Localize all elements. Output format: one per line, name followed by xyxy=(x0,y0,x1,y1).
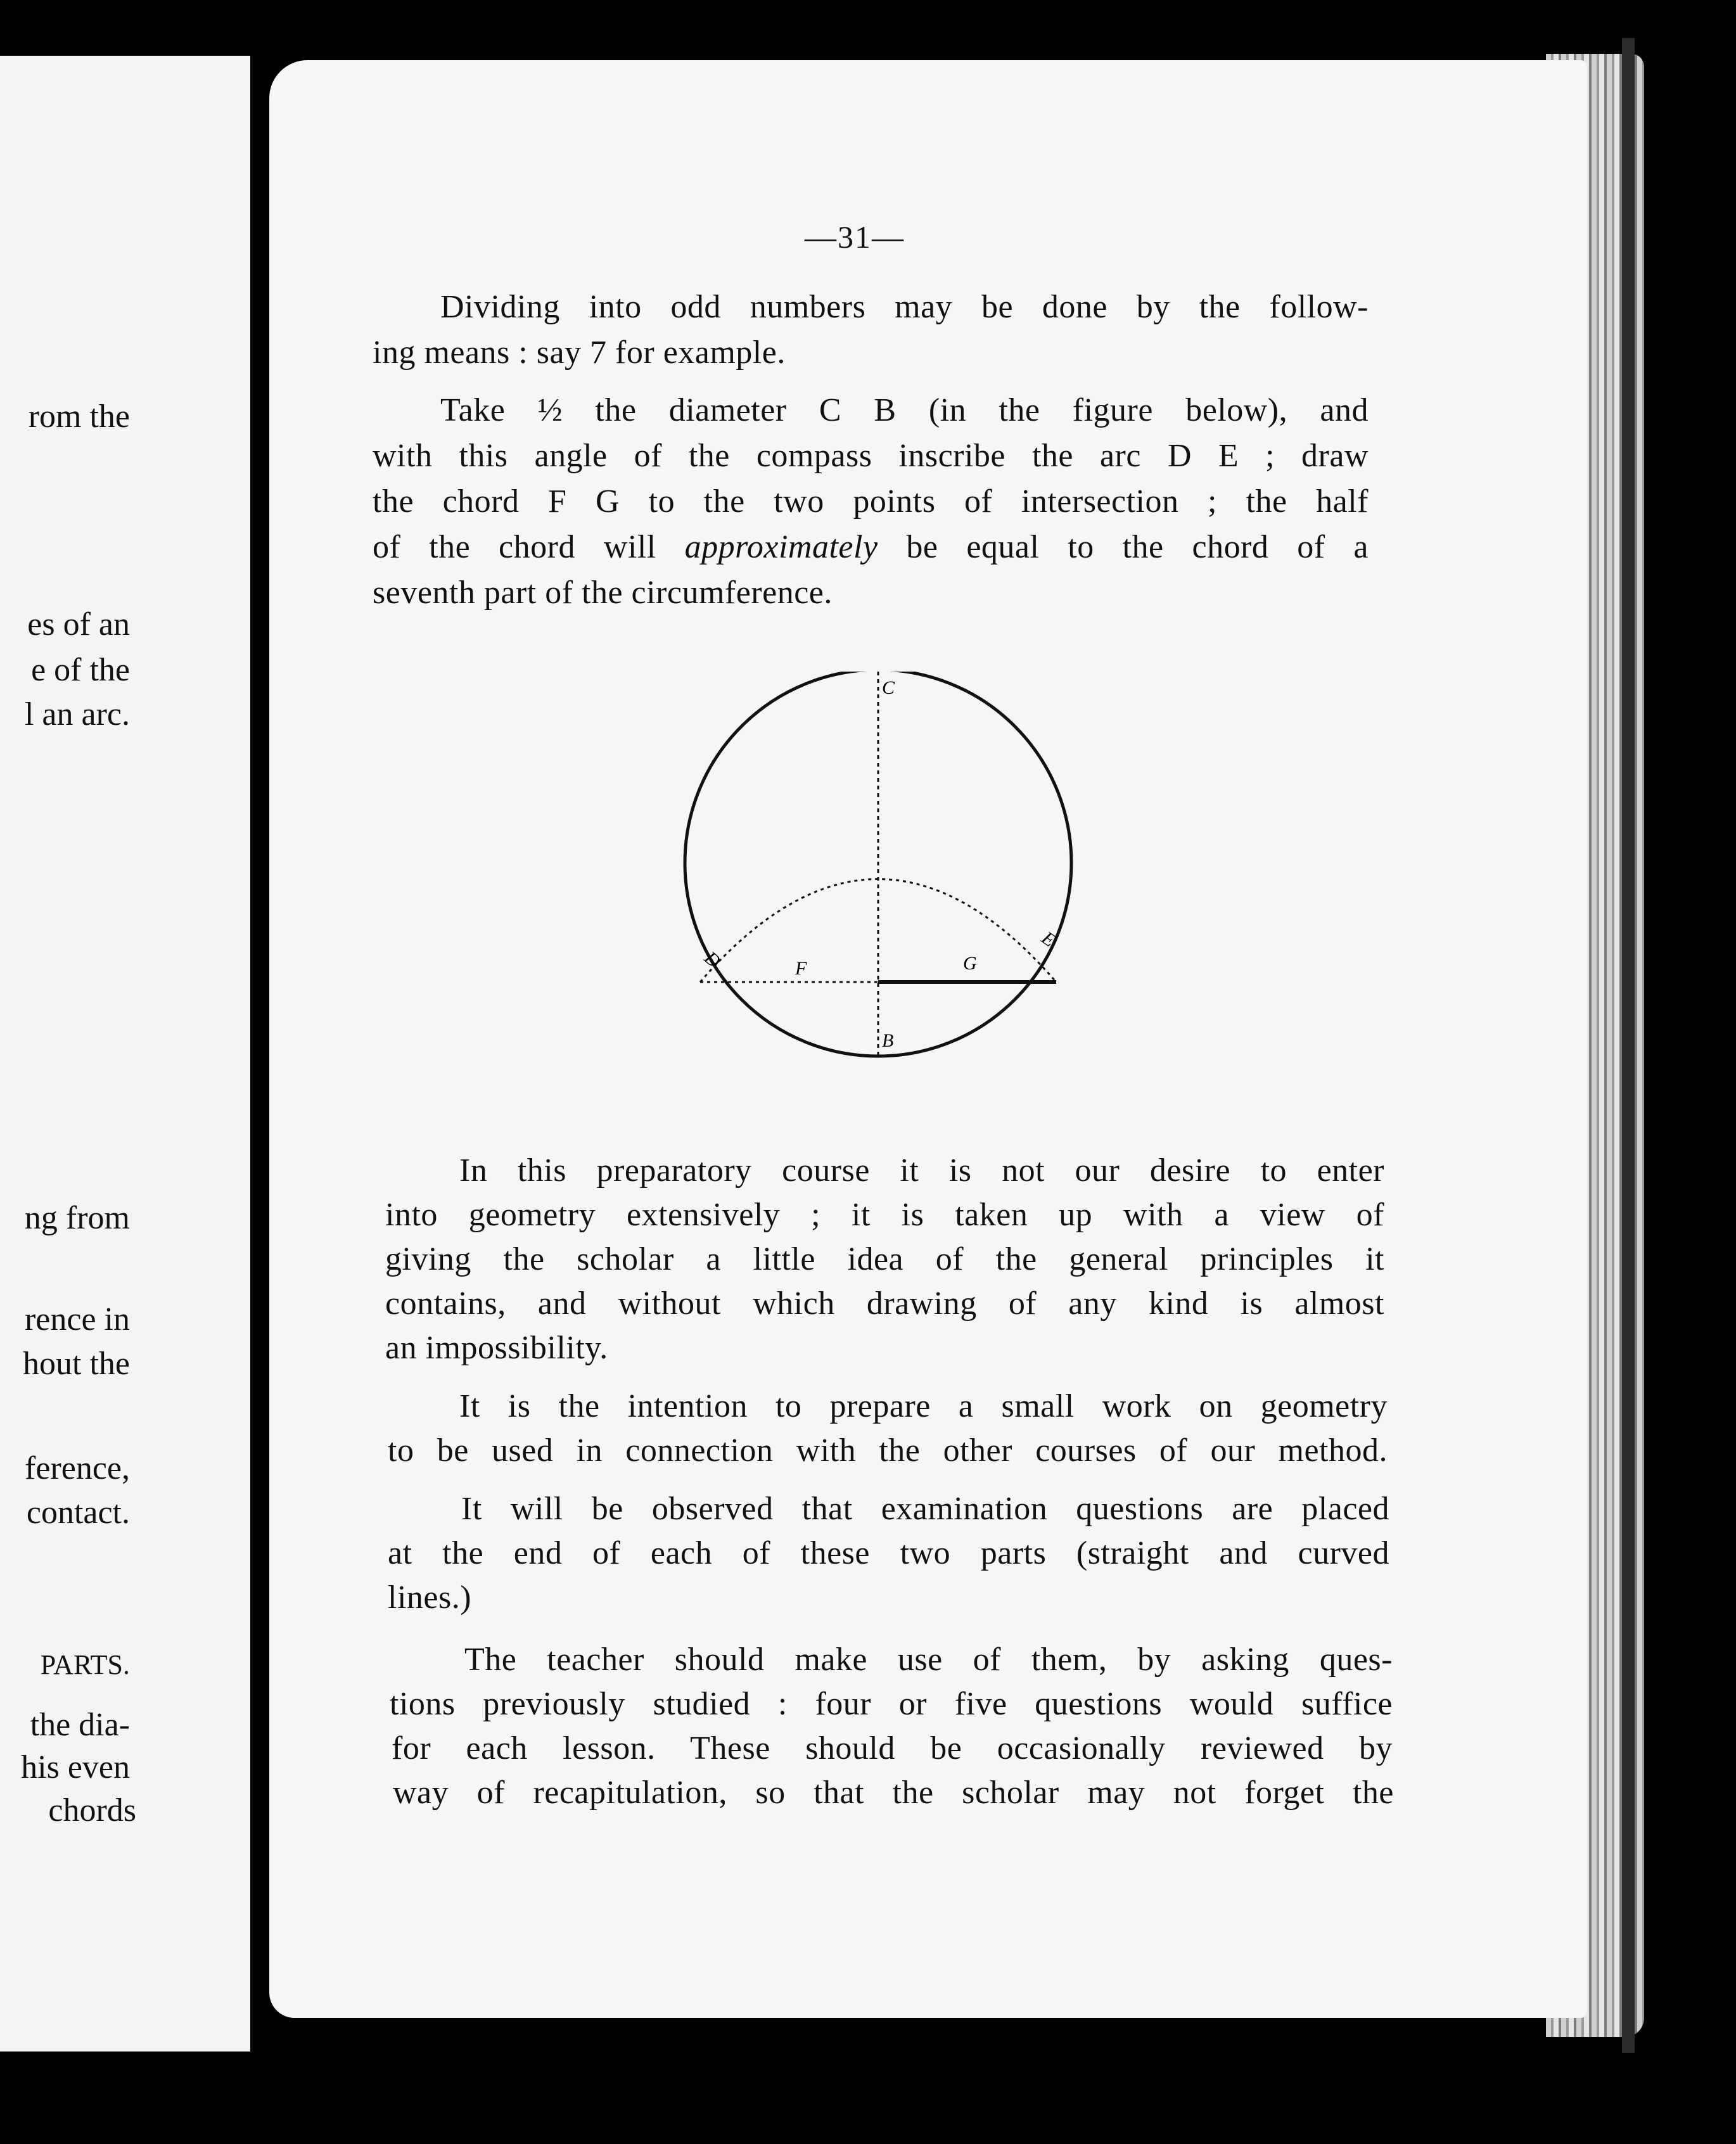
paragraph-6-line: for each lesson. These should be occasionally reviewed by xyxy=(392,1730,1393,1766)
paragraph-2-line: the chord F G to the two points of intersection ; the half xyxy=(373,483,1369,520)
label-e: E xyxy=(1037,927,1059,952)
paragraph-2-line xyxy=(373,528,1369,566)
left-text-fragment: ference, xyxy=(25,1450,130,1486)
book-cover-edge xyxy=(1622,38,1635,2053)
paragraph-5-line: It will be observed that examination questions are placed xyxy=(461,1491,1389,1527)
left-page xyxy=(0,56,254,2051)
left-text-fragment: hout the xyxy=(23,1346,130,1382)
paragraph-3-line: into geometry extensively ; it is taken up with a view of xyxy=(385,1197,1384,1233)
paragraph-3-line: an impossibility. xyxy=(385,1330,608,1366)
paragraph-1-line: ing means : say 7 for example. xyxy=(373,335,786,371)
paragraph-6-line: way of recapitulation, so that the scholar may not forget the xyxy=(393,1775,1394,1811)
paragraph-5-line: at the end of each of these two parts (straight and curved xyxy=(388,1535,1389,1571)
left-text-fragment: rom the xyxy=(28,399,130,435)
left-text-fragment: chords xyxy=(48,1792,136,1828)
paragraph-2-line: Take ½ the diameter C B (in the figure below), and xyxy=(440,392,1369,428)
page-number: —31— xyxy=(805,219,905,255)
left-text-fragment: his even xyxy=(21,1749,130,1785)
label-b: B xyxy=(882,1030,894,1051)
paragraph-2-line: seventh part of the circumference. xyxy=(373,575,833,611)
emphasis-approximately: approximately xyxy=(684,529,878,565)
left-text-fragment: ng from xyxy=(24,1200,130,1236)
left-text-fragment: contact. xyxy=(26,1495,130,1531)
paragraph-6-line: The teacher should make use of them, by asking ques- xyxy=(464,1642,1393,1678)
paragraph-2-text: be equal to the chord of a xyxy=(878,529,1369,565)
circle-diagram xyxy=(659,672,1115,1102)
paragraph-3-line: contains, and without which drawing of any kind is almost xyxy=(385,1286,1384,1322)
paragraph-3-line: giving the scholar a little idea of the general principles it xyxy=(385,1241,1384,1277)
label-c: C xyxy=(882,677,895,698)
paragraph-3-line: In this preparatory course it is not our desire to enter xyxy=(459,1152,1384,1189)
paragraph-2-line: with this angle of the compass inscribe the arc D E ; draw xyxy=(373,438,1369,474)
label-d: D xyxy=(700,947,725,973)
paragraph-6-line: tions previously studied : four or five questions would suffice xyxy=(390,1686,1393,1722)
label-f: F xyxy=(795,958,807,979)
left-text-fragment: es of an xyxy=(27,606,130,642)
paragraph-2-text: of the chord will xyxy=(373,529,685,565)
paragraph-1-line: Dividing into odd numbers may be done by the follow- xyxy=(440,289,1369,325)
label-g: G xyxy=(963,953,977,974)
left-text-fragment: the dia- xyxy=(30,1707,130,1743)
left-text-fragment: l an arc. xyxy=(24,696,130,732)
paragraph-4-line: to be used in connection with the other courses of our method. xyxy=(388,1433,1388,1469)
paragraph-4-line: It is the intention to prepare a small work on geometry xyxy=(459,1388,1388,1424)
paragraph-5-line: lines.) xyxy=(388,1579,472,1616)
left-text-fragment: PARTS. xyxy=(40,1649,130,1680)
left-text-fragment: rence in xyxy=(24,1301,130,1337)
left-text-fragment: e of the xyxy=(31,652,130,688)
